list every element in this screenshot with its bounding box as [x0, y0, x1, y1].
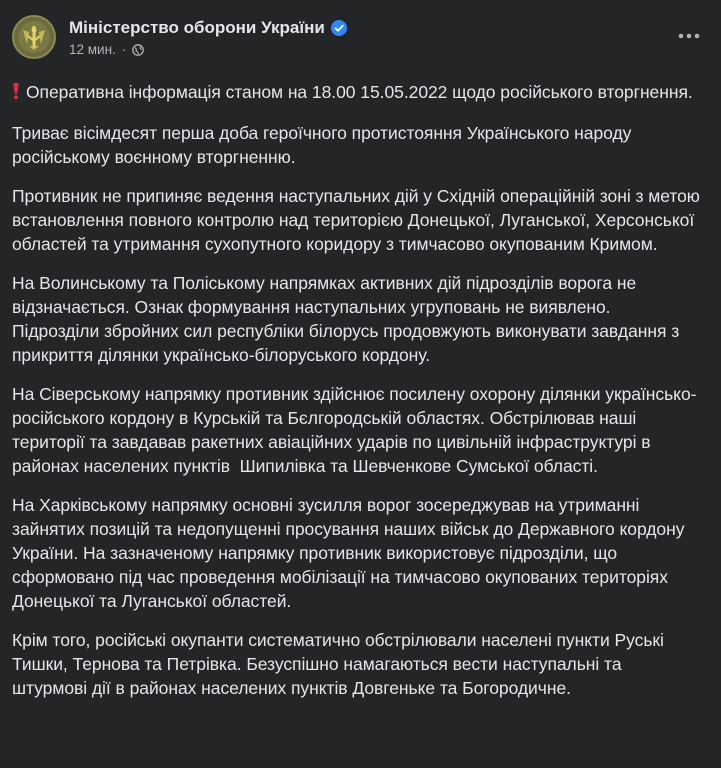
- more-options-icon: [678, 33, 700, 39]
- ministry-emblem-icon: [17, 20, 51, 54]
- more-options-button[interactable]: [671, 26, 707, 46]
- header-text: [69, 16, 347, 57]
- post-paragraph-5: На Сіверському напрямку противник здійснює посилену охорону ділянки українсько-російського кордону в Курській та Бєлгородській областях. Обстрілював наші території та завдавав ракетних авіаційних ударів по цивільній інфраструктурі в районах населених пунктів Шипилівка та Шевченкове Сумської області.: [12, 384, 697, 476]
- post-paragraph-3: Противник не припиняє ведення наступальних дій у Східній операційній зоні з метою встановлення повного контролю над територією Донецької, Луганської, Херсонської областей та утримання сухопутного коридору з тимчасово окупованим Кримом.: [12, 186, 700, 254]
- verified-badge-icon: [331, 20, 347, 36]
- post-paragraph-2: Триває вісімдесят перша доба героїчного протистояння Українського народу російському воєнному вторгненню.: [12, 123, 632, 167]
- post-content: [12, 80, 709, 700]
- post-paragraph-1: [12, 80, 701, 106]
- page-name-link[interactable]: Міністерство оборони України: [69, 18, 325, 37]
- red-exclamation-icon: [12, 82, 22, 106]
- post-timestamp[interactable]: 12 мин.: [69, 42, 116, 57]
- paragraph-text: Оперативна інформація станом на 18.00 15.05.2022 щодо російського вторгнення.: [26, 82, 693, 102]
- meta-separator: ·: [121, 42, 127, 57]
- post-paragraph-6: На Харківському напрямку основні зусилля ворог зосереджував на утриманні зайнятих позицій та недопущенні просування наших військ до Державного кордону України. На зазначеному напрямку противник використовує підрозділи, що сформовано під час проведення мобілізації на тимчасово окупованих територіях Донецької та Луганської областей.: [12, 495, 685, 611]
- post-paragraph-4: На Волинському та Поліському напрямках активних дій підрозділів ворога не відзначається. Ознак формування наступальних угруповань не виявлено. Підрозділи збройних сил республіки білорусь продовжують виконувати завдання з прикриття ділянки українсько-білоруського кордону.: [12, 273, 680, 365]
- globe-icon[interactable]: [132, 44, 144, 56]
- post-header: [12, 0, 709, 60]
- page-avatar[interactable]: [12, 15, 56, 59]
- post-meta: [69, 42, 347, 57]
- post-paragraph-7: Крім того, російські окупанти систематично обстрілювали населені пункти Руські Тишки, Тернова та Петрівка. Безуспішно намагаються вести наступальні та штурмові дії в районах населених пунктів Довгеньке та Богородичне.: [12, 630, 664, 698]
- page-name-row: [69, 16, 347, 40]
